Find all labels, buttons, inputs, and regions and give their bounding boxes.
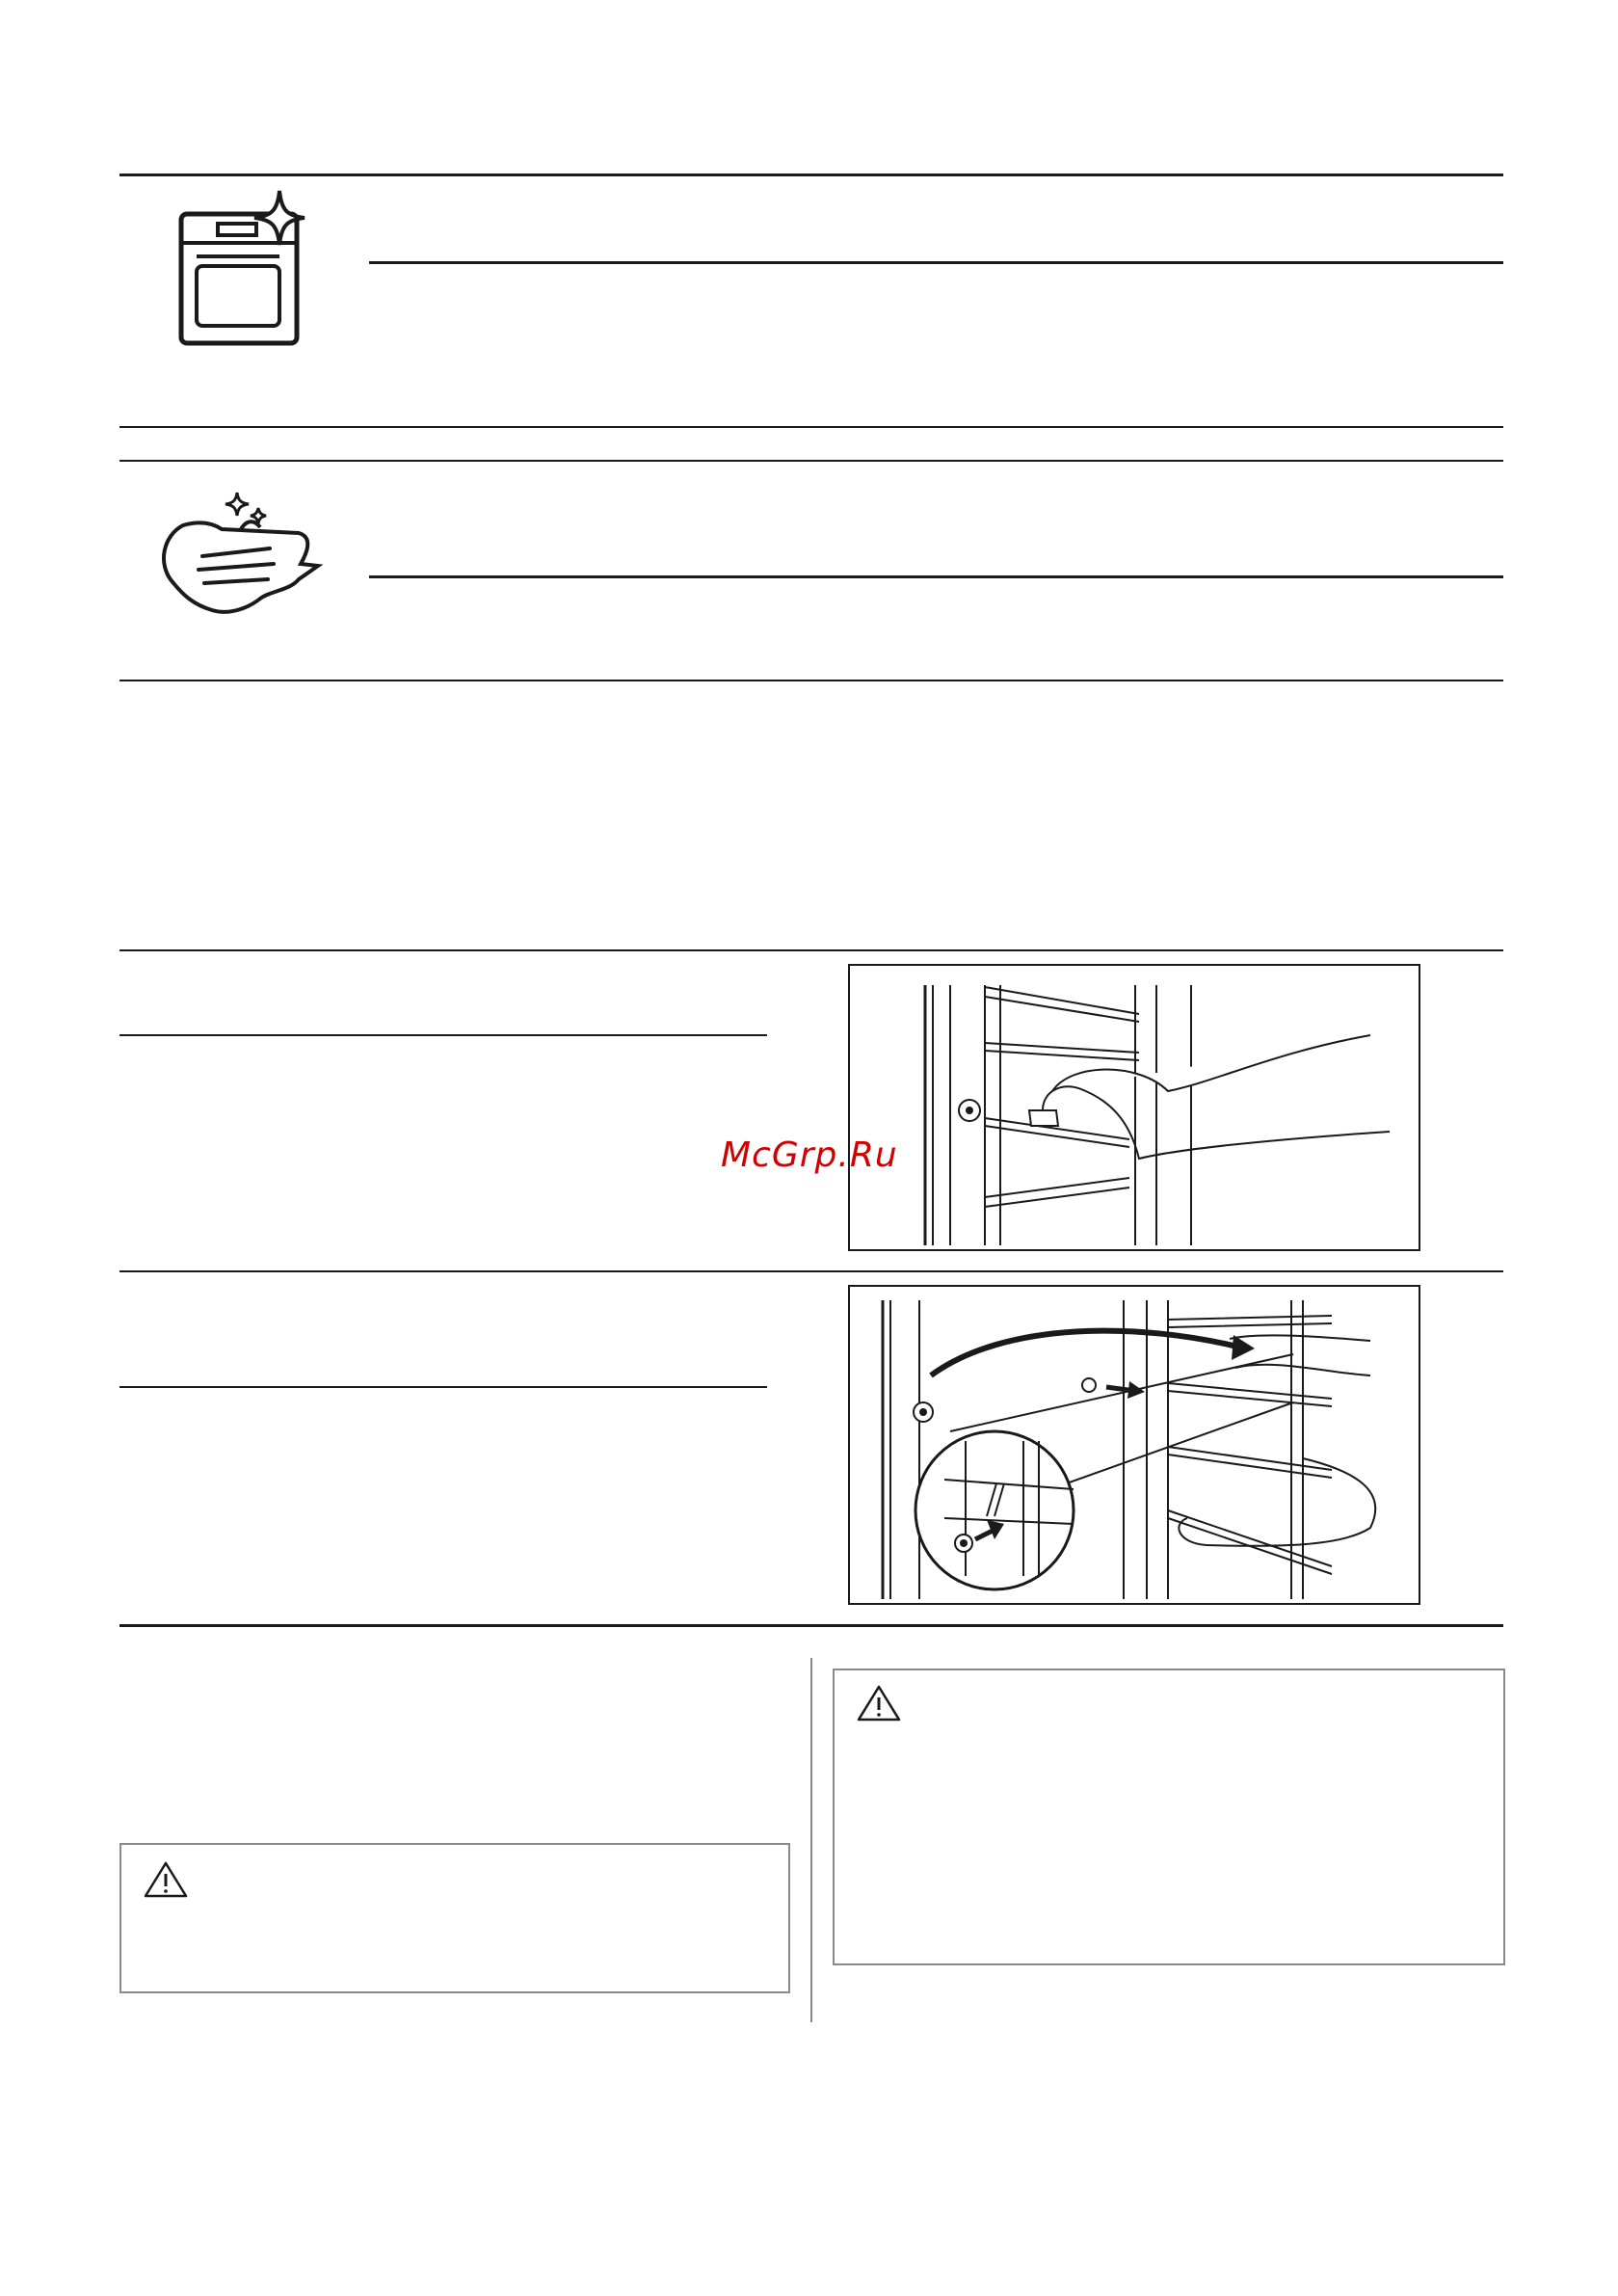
top-rule xyxy=(119,174,1503,176)
warning-triangle-icon xyxy=(143,1860,189,1899)
hand-cloth-icon xyxy=(154,487,328,622)
figure-shelf-support-install xyxy=(848,1285,1420,1605)
oven-section-subrule xyxy=(369,261,1503,264)
section-divider-3 xyxy=(119,680,1503,681)
watermark-text: McGrp.Ru xyxy=(721,1135,898,1175)
cloth-section-subrule xyxy=(369,575,1503,578)
section-divider-5 xyxy=(119,1270,1503,1272)
section-divider-1 xyxy=(119,426,1503,428)
warning-box-left xyxy=(119,1843,790,1993)
warning-box-right xyxy=(833,1669,1505,1965)
section-divider-4 xyxy=(119,949,1503,951)
step2-subrule xyxy=(119,1386,767,1388)
step1-subrule xyxy=(119,1034,767,1036)
figure-shelf-support-removal xyxy=(848,964,1420,1251)
section-divider-2 xyxy=(119,460,1503,462)
warning-triangle-icon xyxy=(856,1684,902,1722)
column-divider xyxy=(810,1658,812,2022)
shelf-removal-illustration xyxy=(850,966,1419,1249)
section-divider-6 xyxy=(119,1624,1503,1627)
shelf-install-illustration xyxy=(850,1287,1419,1603)
oven-clean-icon xyxy=(173,189,308,353)
